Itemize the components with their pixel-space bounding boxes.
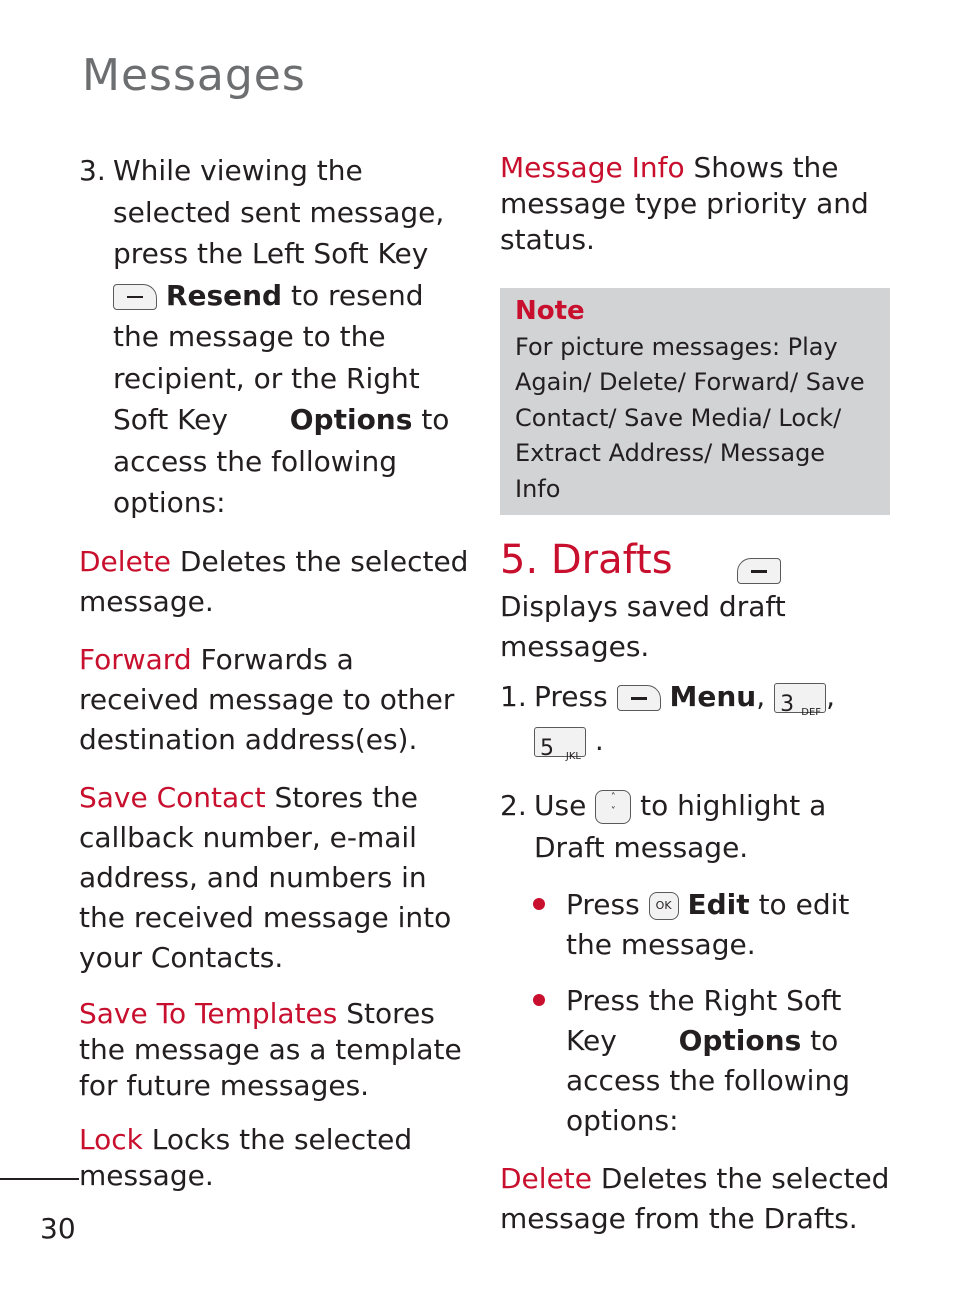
option-delete-draft: [500, 1159, 890, 1239]
option-desc: Stores the callback number, e-mail address, and numbers in the received message into your Contacts.: [79, 780, 452, 974]
comma: ,: [756, 680, 766, 713]
left-column: [79, 150, 469, 1194]
note-heading: Note: [515, 296, 585, 326]
use-text: Use: [534, 789, 587, 822]
key-letters: DEF: [801, 707, 822, 718]
step-number: 1.: [500, 680, 527, 713]
bullet-options: [500, 981, 890, 1141]
bullet-icon: [533, 994, 545, 1006]
key-digit: 5: [540, 736, 554, 761]
option-forward: [79, 640, 469, 760]
step-2: [500, 785, 890, 869]
option-save-to-templates: [79, 996, 469, 1104]
step-text: to highlight a Draft message.: [534, 789, 827, 864]
option-label: Save To Templates: [79, 996, 338, 1030]
option-label: Delete: [79, 544, 171, 578]
right-column: [500, 150, 890, 1239]
option-message-info: [500, 150, 890, 258]
option-desc: Forwards a received message to other destination address(es).: [79, 642, 455, 756]
option-desc: Locks the selected message.: [79, 1122, 413, 1192]
option-label: Save Contact: [79, 780, 266, 814]
option-label: Message Info: [500, 151, 685, 184]
bullet-text: Press the Right Soft Key: [566, 984, 842, 1057]
section-title: 5. Drafts: [500, 537, 673, 583]
nav-down-icon: ˅: [610, 806, 616, 817]
footer-rule: [0, 1178, 79, 1180]
ok-key-icon: OK: [649, 892, 679, 920]
option-desc: Shows the message type priority and status.: [500, 151, 869, 256]
press-text: Press: [534, 680, 608, 713]
bullet-text: to edit the message.: [566, 888, 850, 961]
menu-label: Menu: [669, 680, 757, 713]
nav-key-icon: [595, 790, 631, 824]
step-text: While viewing the selected sent message, press the Left Soft Key: [113, 154, 445, 270]
option-label: Forward: [79, 642, 192, 676]
left-soft-key-icon: [113, 284, 157, 310]
key-5-jkl-icon: [534, 727, 586, 762]
resend-label: Resend: [165, 278, 283, 312]
bullet-edit: [500, 885, 890, 965]
options-label: Options: [289, 403, 413, 436]
option-desc: Deletes the selected message from the Drafts.: [500, 1162, 890, 1235]
options-label: Options: [678, 1024, 802, 1057]
bullet-icon: [533, 898, 545, 910]
step-1: [500, 675, 890, 763]
option-label: Delete: [500, 1162, 592, 1195]
option-save-contact: [79, 778, 469, 978]
option-desc: Deletes the selected message.: [79, 544, 469, 618]
note-box: [500, 288, 890, 515]
key-3-def-icon: [774, 683, 826, 718]
edit-label: Edit: [687, 888, 750, 921]
note-text: For picture messages: Play Again/ Delete/ Forward/ Save Contact/ Save Media/ Lock/ Extract Address/ Message Info: [515, 332, 865, 503]
step-3: [79, 150, 469, 524]
option-delete: [79, 542, 469, 622]
bullet-text: to access the following options:: [566, 1024, 850, 1137]
key-digit: 3: [780, 692, 795, 717]
comma: ,: [826, 680, 835, 713]
page-title: Messages: [82, 50, 306, 101]
step-number: 2.: [500, 789, 527, 822]
step-text: to access the following options:: [113, 403, 450, 519]
section-intro: Displays saved draft messages.: [500, 590, 786, 663]
option-desc: Stores the message as a template for future messages.: [79, 996, 462, 1102]
key-letters: JKL: [565, 751, 581, 762]
nav-up-icon: ˄: [610, 792, 616, 803]
option-label: Lock: [79, 1122, 143, 1156]
press-text: Press: [566, 888, 640, 921]
period: .: [594, 724, 604, 757]
page-number: 30: [40, 1212, 76, 1245]
step-number: 3.: [79, 154, 106, 187]
step-text: to resend the message to the recipient, or the Right Soft Key: [113, 278, 424, 436]
left-soft-key-icon: [617, 685, 661, 711]
option-lock: [79, 1122, 469, 1194]
